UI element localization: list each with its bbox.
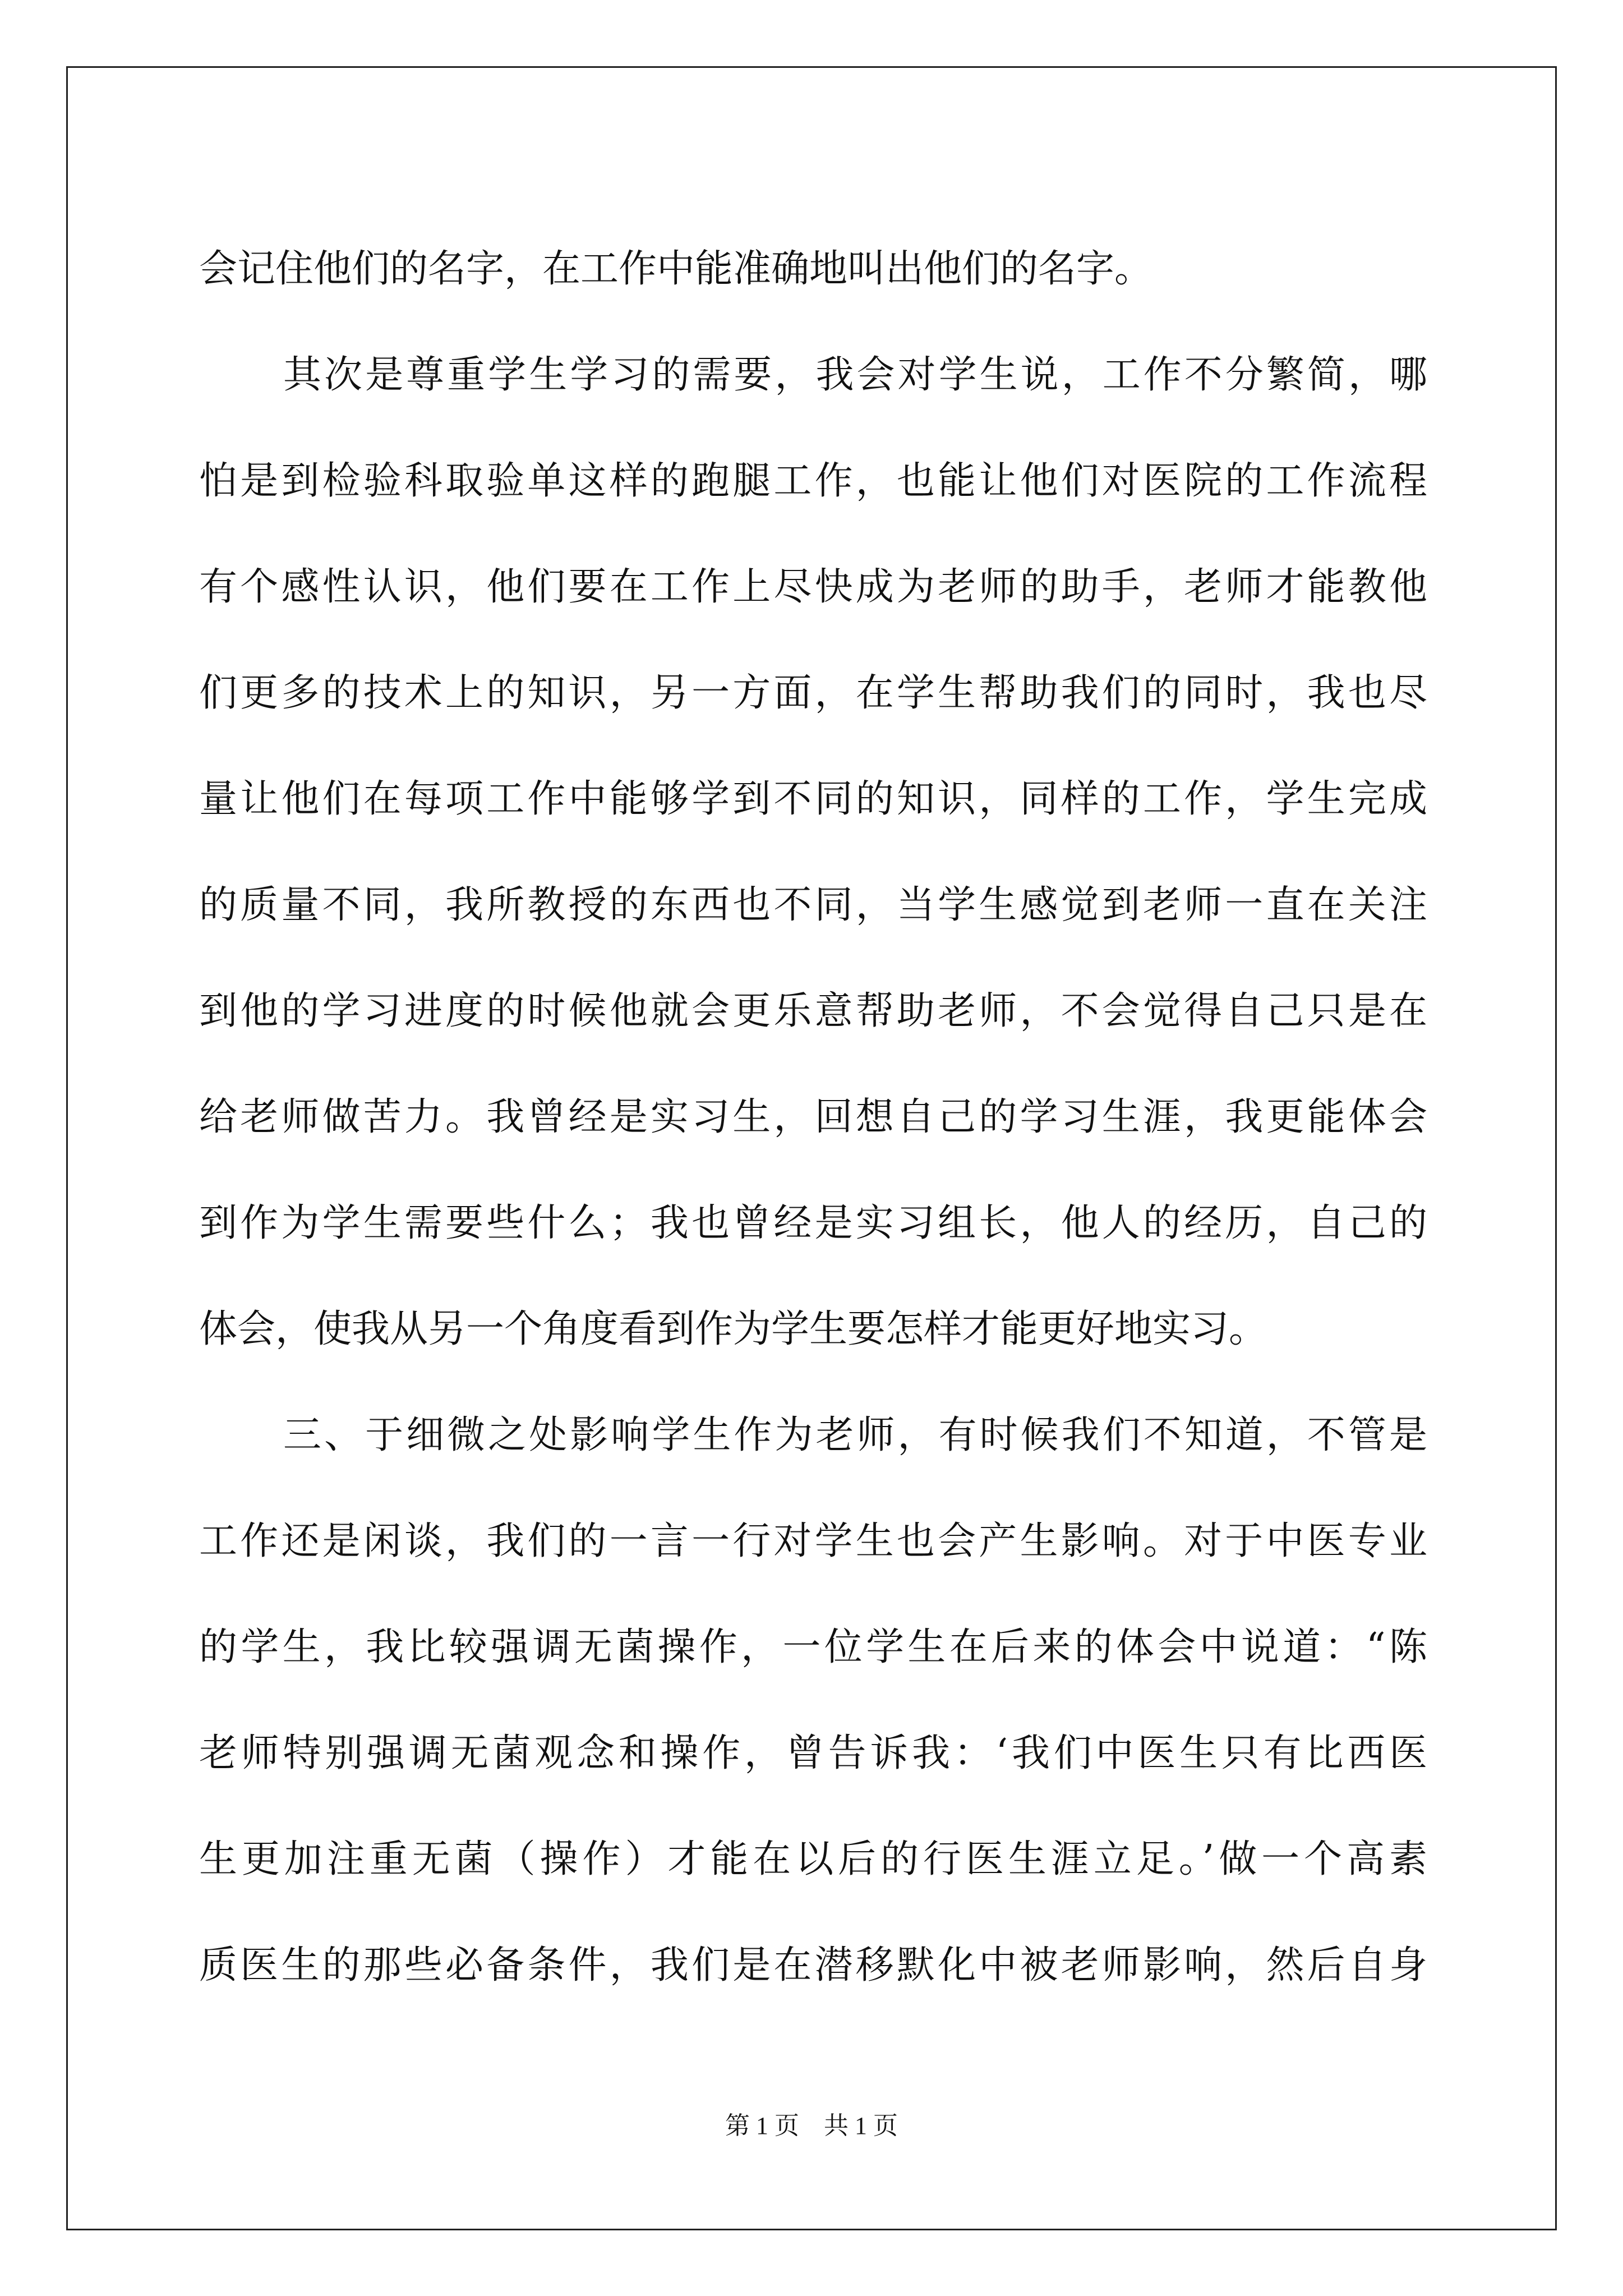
text-line: 到他的学习进度的时候他就会更乐意帮助老师，不会觉得自己只是在 bbox=[199, 989, 1427, 1033]
text-line: 其次是尊重学生学习的需要，我会对学生说，工作不分繁简，哪 bbox=[283, 353, 1427, 397]
text-line: 们更多的技术上的知识，另一方面，在学生帮助我们的同时，我也尽 bbox=[199, 671, 1427, 715]
text-line: 质医生的那些必备条件，我们是在潜移默化中被老师影响，然后自身 bbox=[199, 1943, 1427, 1987]
text-line: 工作还是闲谈，我们的一言一行对学生也会产生影响。对于中医专业 bbox=[199, 1519, 1427, 1563]
text-line: 到作为学生需要些什么；我也曾经是实习组长，他人的经历，自己的 bbox=[199, 1201, 1427, 1245]
text-line: 生更加注重无菌（操作）才能在以后的行医生涯立足。’做一个高素 bbox=[199, 1837, 1427, 1881]
page-number: 第 1 页 共 1 页 bbox=[725, 2112, 898, 2139]
text-line: 的学生，我比较强调无菌操作，一位学生在后来的体会中说道：“陈 bbox=[199, 1625, 1427, 1669]
text-line: 会记住他们的名字，在工作中能准确地叫出他们的名字。 bbox=[199, 247, 1153, 291]
page-footer bbox=[0, 2109, 1623, 2143]
text-line: 三、于细微之处影响学生作为老师，有时候我们不知道，不管是 bbox=[283, 1413, 1427, 1457]
text-line: 给老师做苦力。我曾经是实习生，回想自己的学习生涯，我更能体会 bbox=[199, 1095, 1427, 1139]
text-line: 怕是到检验科取验单这样的跑腿工作，也能让他们对医院的工作流程 bbox=[199, 459, 1427, 503]
text-line: 老师特别强调无菌观念和操作，曾告诉我：‘我们中医生只有比西医 bbox=[199, 1731, 1427, 1775]
text-line: 量让他们在每项工作中能够学到不同的知识，同样的工作，学生完成 bbox=[199, 777, 1427, 821]
text-line: 的质量不同，我所教授的东西也不同，当学生感觉到老师一直在关注 bbox=[199, 883, 1427, 927]
text-line: 体会，使我从另一个角度看到作为学生要怎样才能更好地实习。 bbox=[199, 1307, 1267, 1351]
document-body bbox=[199, 216, 1427, 2018]
text-line: 有个感性认识，他们要在工作上尽快成为老师的助手，老师才能教他 bbox=[199, 565, 1427, 609]
